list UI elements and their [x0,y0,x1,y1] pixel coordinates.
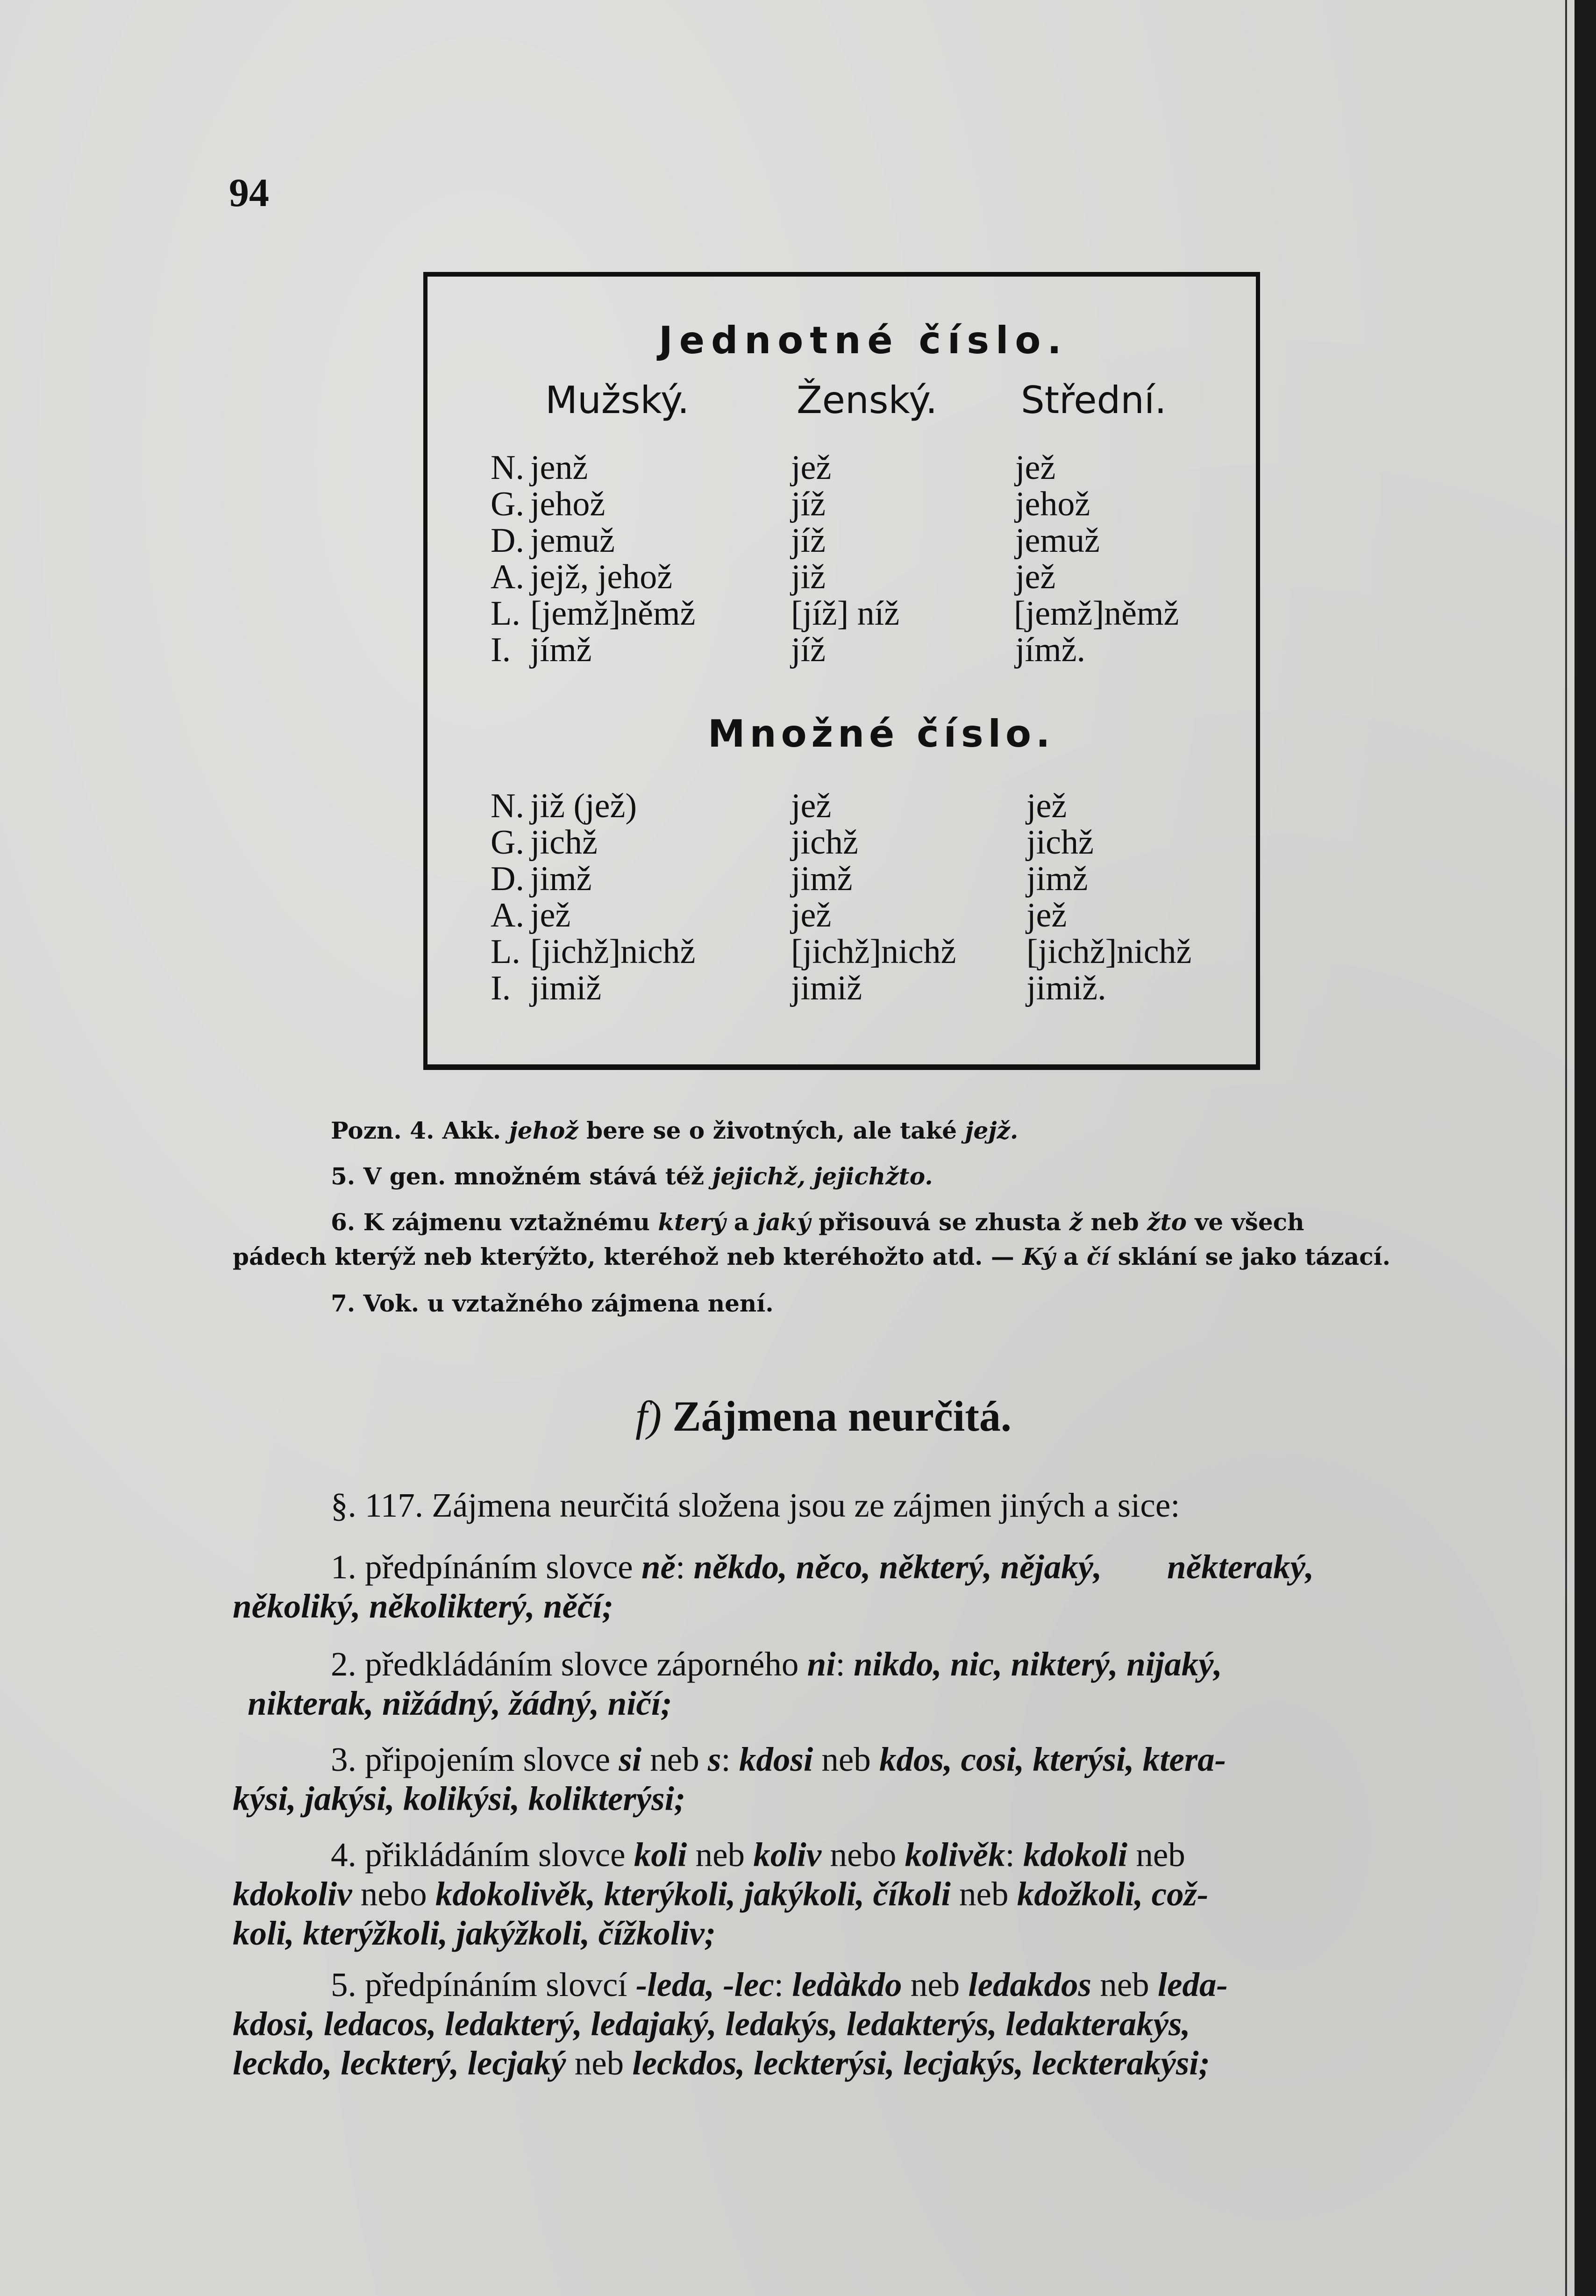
feminine-form: [jichž]nichž [791,933,956,971]
neuter-form: jichž [1026,823,1094,862]
plural-row [428,788,1256,824]
para-text: : [774,1966,784,2004]
feminine-form: jíž [791,485,826,523]
masculine-form: jemuž [530,521,615,560]
heading-letter: f) [635,1392,662,1440]
note-text: Pozn. 4. Akk. [331,1117,501,1144]
feminine-form: jež [791,787,832,825]
feminine-form: [jíž] níž [791,594,900,633]
note-5 [331,1162,933,1190]
note-italic: jaký [757,1208,811,1236]
note-italic: jejichž, jejichžto. [712,1162,933,1190]
para-italic: kdosi [739,1740,813,1778]
para-italic: si [619,1740,642,1778]
feminine-form: jíž [791,521,826,560]
note-6-line-2 [233,1243,1390,1270]
para-text: 2. předkládáním slovce záporného [331,1645,799,1683]
para-text: nebo [830,1836,897,1874]
para-italic: kdosi, ledacos, ledakterý, ledajaký, ledakýs, ledakterýs, ledakterakýs, [233,2005,1190,2043]
masculine-form: [jichž]nichž [530,933,696,971]
singular-row [428,522,1256,559]
masculine-form: jichž [530,823,598,862]
para-italic: někdo, něco, některý, nějaký, [693,1548,1102,1586]
para-italic: ně [641,1548,676,1586]
plural-row [428,861,1256,897]
para-text: nebo [360,1875,427,1913]
heading-title: Zájmena neurčitá. [672,1392,1012,1440]
paragraph-5-line-2 [233,2004,1190,2044]
singular-row [428,486,1256,522]
plural-row [428,934,1256,970]
para-italic: leckdos, leckterýsi, lecjakýs, leckterakýsi; [632,2044,1210,2082]
masculine-form: jež [530,896,571,934]
note-4 [331,1117,1018,1144]
case-label: N. [491,449,524,487]
paragraph-5-line-3 [233,2044,1210,2083]
note-7: 7. Vok. u vztažného zájmena není. [331,1290,774,1317]
note-text: 5. V gen. množném stává též [331,1162,705,1190]
masculine-form: jimiž [530,969,602,1007]
note-6 [331,1208,1304,1236]
note-text: neb [1090,1208,1139,1236]
case-label: L. [491,933,520,971]
para-italic: ledakdos [968,1966,1091,2004]
neuter-form: jež [1015,558,1056,596]
case-label: G. [491,823,524,862]
masculine-form: jejž, jehož [530,558,673,596]
page-number: 94 [229,170,269,215]
paragraph-5 [331,1965,1228,2004]
note-italic: čí [1086,1243,1110,1270]
note-text: bere se o životných, ale také [586,1117,957,1144]
para-italic: nikterak, nižádný, žádný, ničí; [248,1684,672,1722]
singular-row [428,595,1256,632]
note-text: a [734,1208,749,1236]
para-text: neb [959,1875,1009,1913]
neuter-form: jimž [1026,860,1088,898]
feminine-form: jež [791,449,832,487]
para-text: neb [650,1740,699,1778]
para-italic: kýsi, jakýsi, kolikýsi, kolikterýsi; [233,1780,686,1818]
para-italic: koliv [753,1836,822,1874]
neuter-form: jež [1026,896,1067,934]
para-italic: s [707,1740,721,1778]
note-italic: žto [1147,1208,1187,1236]
para-text: neb [1136,1836,1185,1874]
plural-row [428,824,1256,861]
neuter-form: jež [1015,449,1056,487]
para-text: 1. předpínáním slovce [331,1548,633,1586]
note-text: 6. K zájmenu vztažnému [331,1208,650,1236]
note-text: pádech kterýž neb kterýžto, kteréhož neb kteréhožto atd. — [233,1243,1014,1270]
paragraph-117: §. 117. Zájmena neurčitá složena jsou ze zájmen jiných a sice: [331,1486,1180,1524]
para-italic: ledàkdo [792,1966,902,2004]
case-label: D. [491,521,524,560]
column-head-masculine: Mužský. [545,378,690,422]
masculine-form: jehož [530,485,606,523]
singular-row [428,559,1256,595]
note-italic: Ký [1022,1243,1055,1270]
feminine-form: již [791,558,826,596]
case-label: I. [491,969,511,1007]
para-text: 5. předpínáním slovcí [331,1966,627,2004]
singular-title: Jednotné číslo. [659,319,1068,362]
section-heading [635,1391,1012,1441]
paragraph-4-line-3 [233,1914,716,1953]
para-text: neb [910,1966,960,2004]
note-text: přisouvá se zhusta [819,1208,1062,1236]
feminine-form: jíž [791,631,826,669]
para-text: 3. připojením slovce [331,1740,611,1778]
para-italic: několiký, několikterý, něčí; [233,1587,614,1625]
case-label: L. [491,594,520,633]
note-italic: který [658,1208,726,1236]
para-text: neb [574,2044,624,2082]
declension-table [423,272,1260,1070]
para-italic: kdožkoli, což- [1017,1875,1209,1913]
neuter-form: jež [1026,787,1067,825]
feminine-form: jimž [791,860,853,898]
column-head-neuter: Střední. [1021,378,1167,422]
note-text: a [1063,1243,1079,1270]
singular-row [428,632,1256,668]
para-italic: kdos, cosi, kterýsi, ktera- [879,1740,1226,1778]
note-text: ve všech [1195,1208,1304,1236]
note-italic: jehož [509,1117,578,1144]
case-label: D. [491,860,524,898]
paragraph-3 [331,1740,1226,1779]
page-edge [1575,0,1596,2296]
neuter-form: jemuž [1015,521,1100,560]
masculine-form: jimž [530,860,592,898]
paragraph-2 [331,1645,1222,1684]
para-italic: nikdo, nic, nikterý, nijaký, [854,1645,1222,1683]
masculine-form: [jemž]němž [530,594,696,633]
page-edge-line [1565,0,1567,2296]
case-label: N. [491,787,524,825]
para-italic: leckdo, leckterý, lecjaký [233,2044,566,2082]
para-text: 4. přikládáním slovce [331,1836,626,1874]
feminine-form: jichž [791,823,858,862]
plural-title: Množné číslo. [708,712,1055,756]
singular-row [428,449,1256,486]
para-text: : [835,1645,845,1683]
para-italic: kdokoliv [233,1875,352,1913]
paragraph-3-line-2 [233,1779,685,1818]
neuter-form: [jemž]němž [1014,594,1179,633]
case-label: A. [491,896,524,934]
neuter-form: [jichž]nichž [1026,933,1192,971]
para-italic: leda- [1157,1966,1228,2004]
para-italic: kolivěk [905,1836,1005,1874]
plural-row [428,970,1256,1006]
case-label: A. [491,558,524,596]
para-italic: kdokolivěk, kterýkoli, jakýkoli, číkoli [435,1875,951,1913]
para-text: neb [695,1836,745,1874]
para-italic: koli, kterýžkoli, jakýžkoli, čížkoliv; [233,1914,716,1952]
neuter-form: jímž. [1015,631,1086,669]
masculine-form: jenž [530,449,588,487]
para-text: neb [1100,1966,1149,2004]
paragraph-2-line-2 [248,1684,672,1723]
feminine-form: jimiž [791,969,862,1007]
paragraph-4-line-2 [233,1875,1208,1914]
note-italic: jejž. [965,1117,1019,1144]
para-italic: koli [634,1836,687,1874]
para-text: : [675,1548,685,1586]
para-text: neb [821,1740,871,1778]
para-text: : [721,1740,731,1778]
neuter-form: jimiž. [1026,969,1106,1007]
masculine-form: již (jež) [530,787,637,825]
paragraph-4 [331,1835,1185,1875]
case-label: G. [491,485,524,523]
para-italic: ni [807,1645,836,1683]
neuter-form: jehož [1015,485,1090,523]
para-italic: kdokoli [1023,1836,1128,1874]
para-italic: -leda, -lec [635,1966,774,2004]
case-label: I. [491,631,511,669]
note-text: sklání se jako tázací. [1118,1243,1391,1270]
paragraph-1 [331,1547,1102,1587]
para-italic: některaký, [1167,1548,1314,1586]
column-head-feminine: Ženský. [797,378,938,422]
masculine-form: jímž [530,631,592,669]
para-text: : [1005,1836,1015,1874]
note-italic: ž [1069,1208,1083,1236]
feminine-form: jež [791,896,832,934]
plural-row [428,897,1256,934]
